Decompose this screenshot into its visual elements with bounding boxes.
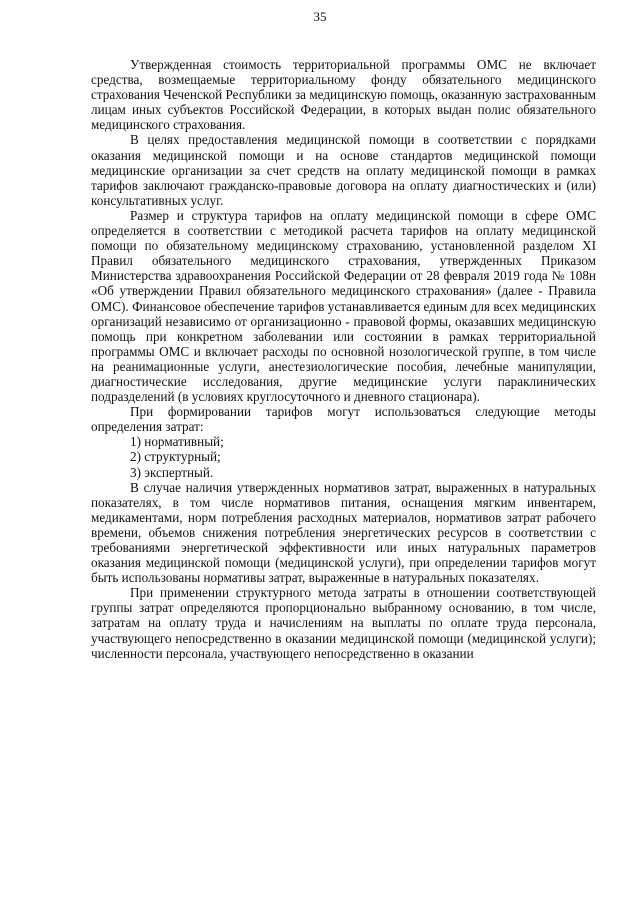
list-item-normative: 1) нормативный; [130,434,224,450]
document-body [91,57,596,661]
paragraph-cost-methods-intro: При формировании тарифов могут использоваться следующие методы определения затрат: [91,404,596,435]
list-item-structural: 2) структурный; [130,449,221,465]
paragraph-normative-method: В случае наличия утвержденных нормативов затрат, выраженных в натуральных показателях, в том числе нормативов питания, оснащения мягким инвентарем, медикаментами, норм потребления расходных материалов, нормативов затрат рабочего времени, объемов снижения потребления энергетических ресурсов в соответствии с требованиями энергетической эффективности или иных натуральных параметров оказания медицинской помощи (медицинской услуги), при определении тарифов могут быть использованы нормативы затрат, выраженные в натуральных показателях. [91,479,596,586]
list-item-expert: 3) экспертный. [130,464,214,480]
paragraph-structural-method: При применении структурного метода затраты в отношении соответствующей группы затрат определяются пропорционально выбранному основанию, в том числе, затратам на оплату труда и начислениям на выплаты по оплате труда персонала, участвующего непосредственно в оказании медицинской помощи (медицинской услуги); численности персонала, участвующего непосредственно в оказании [91,585,596,661]
page-number: 35 [313,9,327,24]
paragraph-program-cost: Утвержденная стоимость территориальной программы ОМС не включает средства, возмещаемые территориальному фонду обязательного медицинского страхования Чеченской Республики за медицинскую помощь, оказанную застрахованным лицам иных субъектов Российской Федерации, в которых выдан полис обязательного медицинского страхования. [91,57,596,133]
paragraph-civil-contracts: В целях предоставления медицинской помощи в соответствии с порядками оказания медицинской помощи и на основе стандартов медицинской помощи медицинские организации за счет средств на оплату медицинской помощи в рамках тарифов заключают гражданско-правовые договора на оплату диагностических и (или) консультативных услуг. [91,132,596,208]
paragraph-tariff-structure: Размер и структура тарифов на оплату медицинской помощи в сфере ОМС определяется в соответствии с методикой расчета тарифов на оплату медицинской помощи по обязательному медицинскому страхованию, установленной разделом XI Правил обязательного медицинского страхования, утвержденных Приказом Министерства здравоохранения Российской Федерации от 28 февраля 2019 года № 108н «Об утверждении Правил обязательного медицинского страхования» (далее - Правила ОМС). Финансовое обеспечение тарифов устанавливается единым для всех медицинских организаций независимо от организационно - правовой формы, оказавших медицинскую помощь при конкретном заболевании или состоянии в рамках территориальной программы ОМС и включает расходы по основной нозологической группе, в том числе на реанимационные услуги, анестезиологические пособия, лечебные манипуляции, диагностические исследования, другие медицинские услуги параклинических подразделений (в условиях круглосуточного и дневного стационара). [91,207,596,405]
